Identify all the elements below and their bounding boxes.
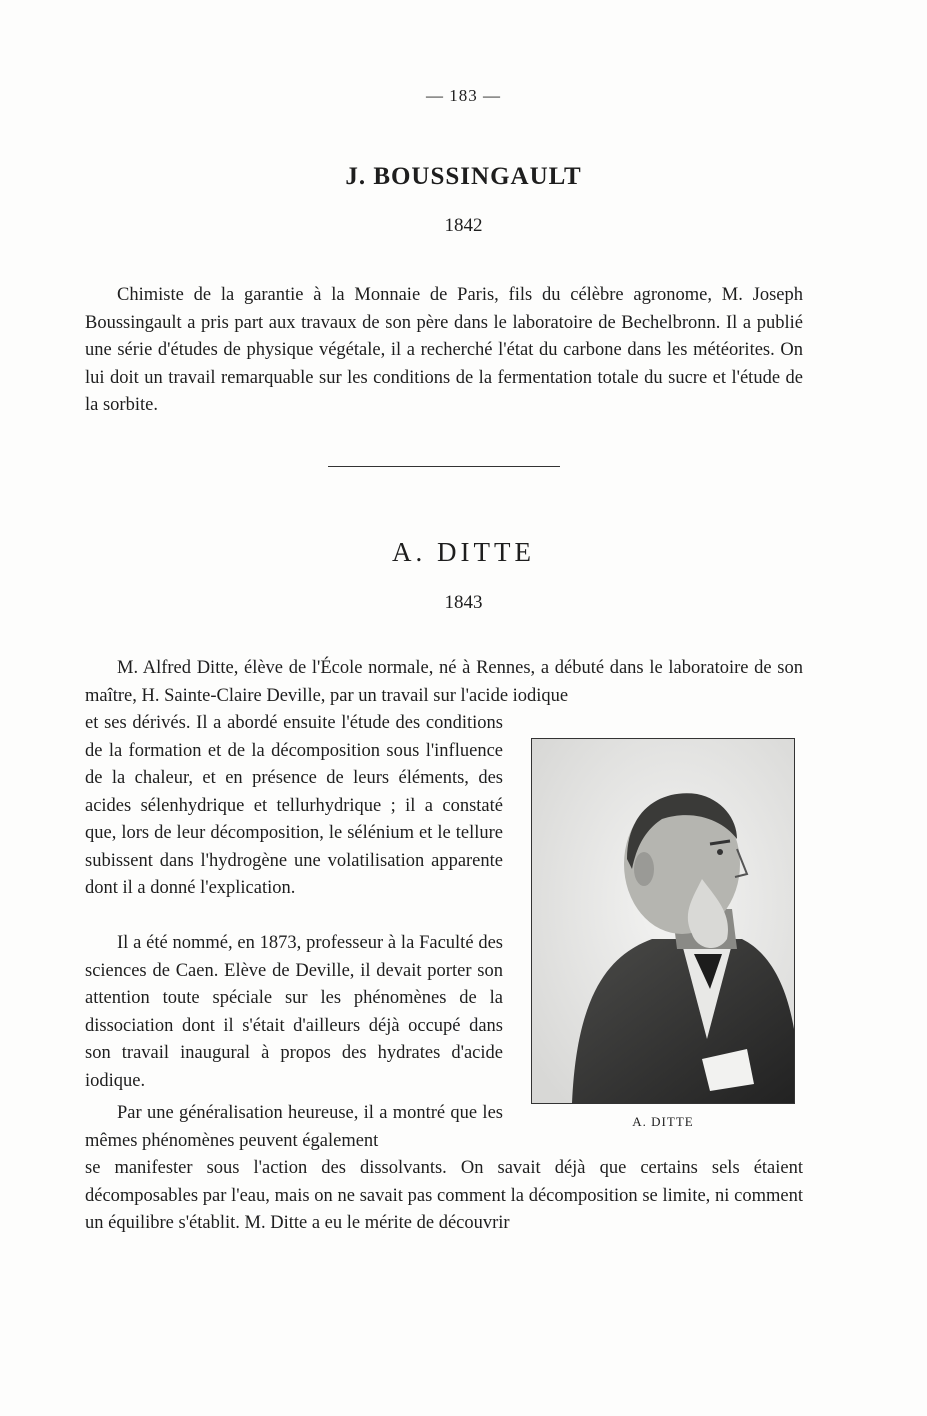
portrait-image xyxy=(531,738,795,1104)
section-heading-boussingault: J. BOUSSINGAULT xyxy=(345,163,582,190)
paragraph-ditte-col3: Par une généralisation heureuse, il a montré que les mêmes phénomènes peuvent également xyxy=(85,1103,503,1151)
section-heading-ditte: A. DITTE xyxy=(392,537,535,567)
paragraph-ditte-col1: et ses dérivés. Il a abordé ensuite l'étude des conditions de la formation et de la décomposition sous l'influence de la chaleur, et en présence de leurs éléments, des acides sélenhydrique et tellurhydrique ; il a constaté que, lors de leur décomposition, le sélénium et le tellure subissent dans l'hydrogène une volatilisation apparente dont il a donné l'explication. xyxy=(85,713,503,898)
section-divider xyxy=(328,466,560,467)
portrait-caption: A. DITTE xyxy=(632,1114,694,1129)
paragraph-ditte-continuation: se manifester sous l'action des dissolvants. On savait déjà que certains sels étaient décomposables par l'eau, mais on ne savait pas comment la décomposition se limite, ni comment un équilibre s'établit. M. Ditte a eu le mérite de découvrir xyxy=(85,1158,803,1233)
section-year-boussingault: 1842 xyxy=(444,215,483,236)
paragraph-ditte-col2: Il a été nommé, en 1873, professeur à la Faculté des sciences de Caen. Elève de Deville, il devait porter son attention toute spéciale sur les phénomènes de la dissociation dont il s'était d'ailleurs déjà occupé dans son travail inaugural à propos des hydrates d'acide iodique. xyxy=(85,933,503,1091)
section-year-ditte: 1843 xyxy=(444,592,483,613)
page-number: — 183 — xyxy=(426,86,501,105)
portrait-illustration xyxy=(532,739,794,1103)
paragraph-boussingault: Chimiste de la garantie à la Monnaie de Paris, fils du célèbre agronome, M. Joseph Boussingault a pris part aux travaux de son père dans le laboratoire de Bechelbronn. Il a publié une série d'études de physique végétale, il a recherché l'état du carbone dans les météorites. On lui doit un travail remarquable sur les conditions de la fermentation totale du sucre et l'étude de la sorbite. xyxy=(85,285,803,415)
paragraph-ditte-intro: M. Alfred Ditte, élève de l'École normale, né à Rennes, a débuté dans le laboratoire de son maître, H. Sainte-Claire Deville, par un travail sur l'acide iodique xyxy=(85,658,803,706)
